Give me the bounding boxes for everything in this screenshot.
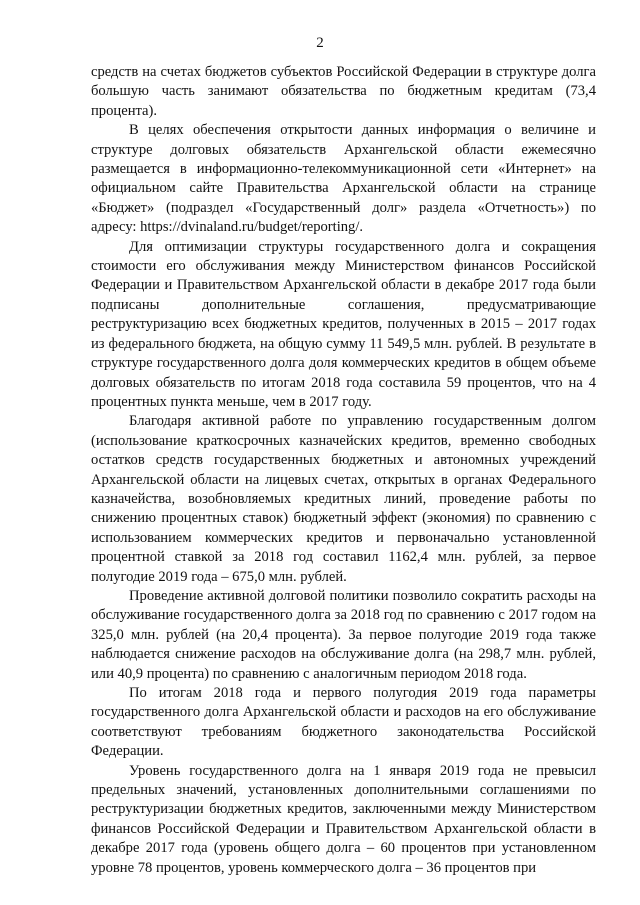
paragraph-continuation: средств на счетах бюджетов субъектов Российской Федерации в структуре долга большую часть занимают обязательства по бюджетным кредитам (73,4 процента). bbox=[91, 64, 596, 119]
document-body bbox=[91, 63, 596, 878]
paragraph-data-openness: В целях обеспечения открытости данных информация о величине и структуре долговых обязательств Архангельской области ежемесячно размещается в информационно-телекоммуникационной сети «Интернет» на официальном сайте Правительства Архангельской области на странице «Бюджет» (подраздел «Государственный долг» раздела «Отчетность») по адресу: https://dvinaland.ru/budget/reporting/. bbox=[91, 122, 596, 236]
paragraph-compliance: По итогам 2018 года и первого полугодия 2019 года параметры государственного долга Архангельской области и расходов на его обслуживание соответствуют требованиям бюджетного законодательства Российской Федерации. bbox=[91, 685, 596, 760]
paragraph-debt-level: Уровень государственного долга на 1 января 2019 года не превысил предельных значений, установленных дополнительными соглашениями по реструктуризации бюджетных кредитов, заключенными между Министерством финансов Российской Федерации и Правительством Архангельской области в декабре 2017 года (уровень общего долга – 60 процентов при установленном уровне 78 процентов, уровень коммерческого долга – 36 процентов при bbox=[91, 762, 596, 876]
paragraph-debt-optimization: Для оптимизации структуры государственного долга и сокращения стоимости его обслуживания между Министерством финансов Российской Федерации и Правительством Архангельской области в декабре 2017 года были подписаны дополнительные соглашения, предусматривающие реструктуризацию всех бюджетных кредитов, полученных в 2015 – 2017 годах из федерального бюджета, на общую сумму 11 549,5 млн. рублей. В результате в структуре государственного долга доля коммерческих кредитов в общем объеме долговых обязательств по итогам 2018 года составила 59 процентов, что на 4 процентных пункта меньше, чем в 2017 году. bbox=[91, 238, 596, 410]
paragraph-servicing-costs: Проведение активной долговой политики позволило сократить расходы на обслуживание государственного долга за 2018 год по сравнению с 2017 годом на 325,0 млн. рублей (на 20,4 процента). За первое полугодие 2019 года также наблюдается снижение расходов на обслуживание долга (на 298,7 млн. рублей, или 40,9 процента) по сравнению с аналогичным периодом 2018 года. bbox=[91, 587, 596, 682]
page-number: 2 bbox=[316, 35, 324, 51]
paragraph-budget-effect: Благодаря активной работе по управлению государственным долгом (использование краткосрочных казначейских кредитов, временно свободных остатков средств государственных бюджетных и автономных учреждений Архангельской области на лицевых счетах, открытых в органах Федерального казначейства, возобновляемых кредитных линий, проведение работы по снижению процентных ставок) бюджетный эффект (экономия) по сравнению с использованием коммерческих кредитов и первоначально установленной процентной ставкой за 2018 год составил 1162,4 млн. рублей, за первое полугодие 2019 года – 675,0 млн. рублей. bbox=[91, 413, 596, 585]
